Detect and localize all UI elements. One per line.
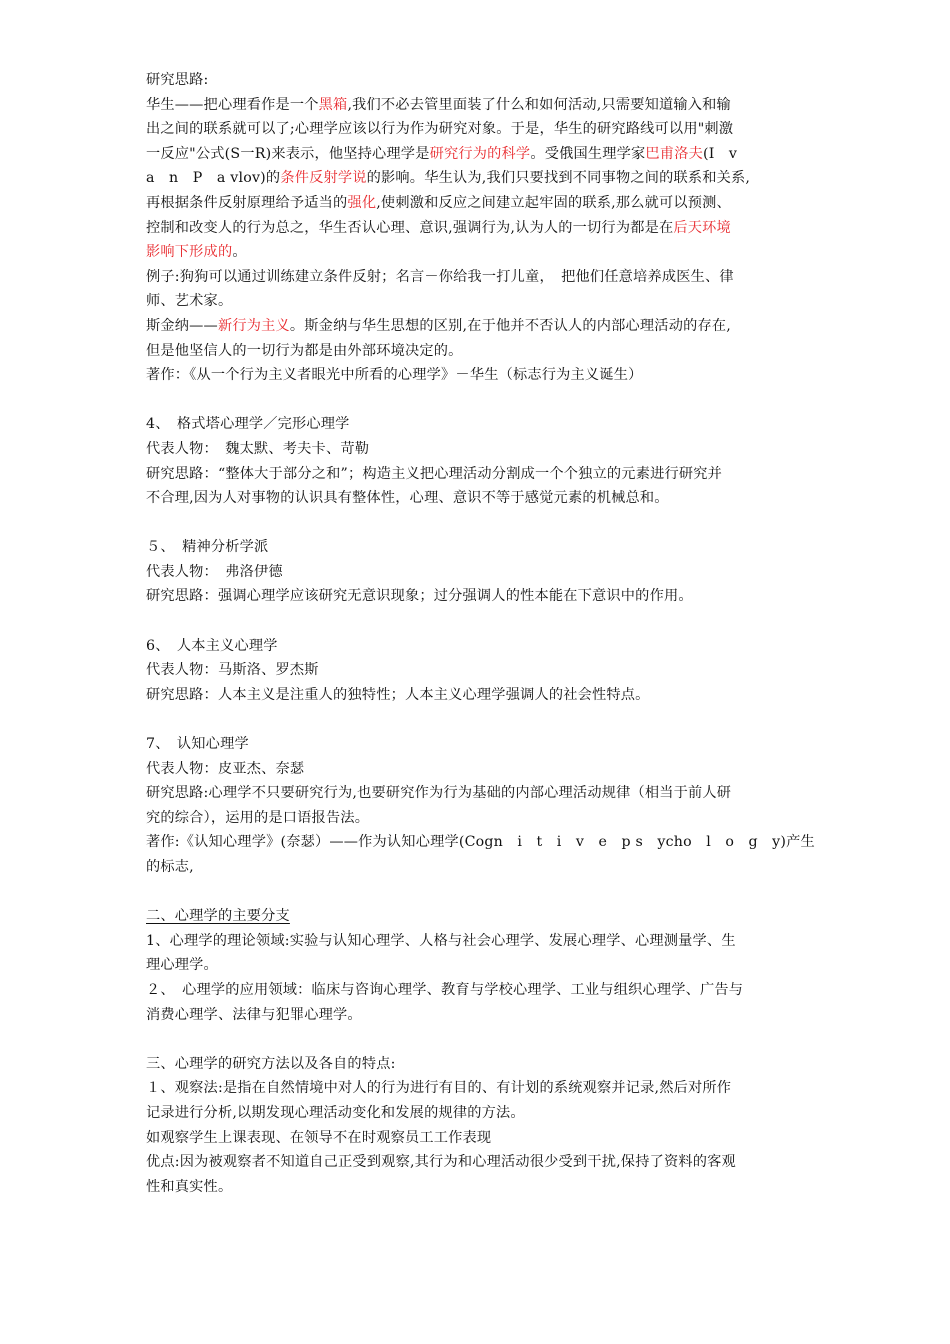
text-segment: 研究思路：人本主义是注重人的独特性；人本主义心理学强调人的社会性特点。 [146, 686, 650, 703]
text-segment: 1、心理学的理论领域:实验与认知心理学、人格与社会心理学、发展心理学、心理测量学、生 [146, 932, 736, 949]
text-line [146, 117, 818, 142]
text-line [146, 191, 818, 216]
text-segment: 的影响。华生认为,我们只要找到不同事物之间的联系和关系, [366, 170, 751, 187]
blank-line [146, 880, 818, 905]
text-line [146, 953, 818, 978]
highlighted-text: 后天环境 [673, 219, 731, 236]
text-segment: 一反应"公式(S一R)来表示，他坚持心理学是 [146, 145, 430, 162]
text-line [146, 683, 818, 708]
text-line [146, 216, 818, 241]
section-heading: 二、心理学的主要分支 [146, 908, 290, 925]
text-line [146, 240, 818, 265]
highlighted-text: 影响下形成的 [146, 244, 233, 261]
text-segment: 著作：《从一个行为主义者眼光中所看的心理学》－华生（标志行为主义诞生） [146, 367, 643, 384]
text-segment: 消费心理学、法律与犯罪心理学。 [146, 1006, 362, 1023]
highlighted-text: 强化 [347, 194, 377, 211]
text-segment: 记录进行分析,以期发现心理活动变化和发展的规律的方法。 [146, 1104, 525, 1121]
text-segment: 如观察学生上课表现、在领导不在时观察员工工作表现 [146, 1129, 492, 1146]
text-line [146, 1101, 818, 1126]
text-segment: 6、 人本主义心理学 [146, 637, 278, 654]
text-segment: 的标志, [146, 859, 194, 875]
highlighted-text: 研究行为的科学 [429, 145, 531, 162]
blank-line [146, 511, 818, 536]
text-line [146, 929, 818, 954]
text-segment: 7、 认知心理学 [146, 736, 249, 753]
text-line [146, 732, 818, 757]
text-line [146, 68, 818, 93]
text-line [146, 1003, 818, 1028]
text-line [146, 142, 818, 167]
text-segment: 著作:《认知心理学》(奈瑟）——作为认知心理学(Cogn i t i v e p s ycho l o g y)产生 [146, 834, 815, 851]
text-line [146, 584, 818, 609]
text-line [146, 1076, 818, 1101]
text-segment: 再根据条件反射原理给予适当的 [146, 194, 348, 211]
text-line [146, 535, 818, 560]
highlighted-text: 巴甫洛夫 [645, 145, 703, 162]
text-segment: 斯金纳—— [146, 317, 218, 334]
text-line [146, 781, 818, 806]
text-segment: ,我们不必去管里面装了什么和如何活动,只需要知道输入和输 [347, 96, 731, 113]
text-line [146, 658, 818, 683]
text-segment: 理心理学。 [146, 957, 218, 974]
text-line [146, 978, 818, 1003]
text-segment: ５、 精神分析学派 [146, 539, 269, 556]
highlighted-text: 黑箱 [318, 96, 348, 113]
text-segment: 出之间的联系就可以了;心理学应该以行为作为研究对象。于是，华生的研究路线可以用"刺激 [146, 121, 734, 138]
text-segment: 。 [232, 244, 247, 261]
highlighted-text: 新行为主义 [217, 317, 290, 334]
text-line [146, 806, 818, 831]
text-segment: 研究思路：强调心理学应该研究无意识现象；过分强调人的性本能在下意识中的作用。 [146, 588, 693, 605]
text-line [146, 486, 818, 511]
text-line [146, 904, 818, 929]
text-line [146, 560, 818, 585]
text-segment: 研究思路: [146, 72, 209, 88]
text-segment: 研究思路：“整体大于部分之和”；构造主义把心理活动分割成一个个独立的元素进行研究并 [146, 465, 723, 482]
blank-line [146, 1027, 818, 1052]
text-line [146, 437, 818, 462]
text-segment: 不合理,因为人对事物的认识具有整体性，心理、意识不等于感觉元素的机械总和。 [146, 490, 669, 507]
text-line [146, 462, 818, 487]
text-line [146, 289, 818, 314]
text-segment: 研究思路:心理学不只要研究行为,也要研究作为行为基础的内部心理活动规律（相当于前人研 [146, 785, 732, 802]
text-segment: (I v [702, 145, 738, 162]
text-line [146, 166, 818, 191]
text-line [146, 314, 818, 339]
text-line [146, 855, 818, 880]
text-line [146, 265, 818, 290]
text-segment: １、观察法:是指在自然情境中对人的行为进行有目的、有计划的系统观察并记录,然后对所作 [146, 1080, 732, 1097]
document-body [146, 68, 818, 1199]
text-line [146, 757, 818, 782]
text-line [146, 830, 818, 855]
text-line [146, 339, 818, 364]
text-segment: 华生——把心理看作是一个 [146, 96, 319, 113]
text-line [146, 1175, 818, 1200]
text-segment: 性和真实性。 [146, 1178, 233, 1195]
text-line [146, 1052, 818, 1077]
text-line [146, 93, 818, 118]
text-segment: 例子:狗狗可以通过训练建立条件反射；名言－你给我一打儿童， 把他们任意培养成医生、律 [146, 268, 734, 285]
text-segment: 代表人物：马斯洛、罗杰斯 [146, 662, 319, 679]
highlighted-text: 条件反射学说 [280, 170, 367, 187]
text-segment: 代表人物： 魏太默、考夫卡、苛勒 [146, 440, 370, 457]
text-segment: 师、艺术家。 [146, 293, 233, 310]
text-segment: a n P a vlov)的 [146, 170, 281, 187]
text-line [146, 363, 818, 388]
text-segment: 代表人物： 弗洛伊德 [146, 563, 283, 580]
blank-line [146, 609, 818, 634]
text-segment: 代表人物：皮亚杰、奈瑟 [146, 760, 305, 777]
text-segment: 控制和改变人的行为总之，华生否认心理、意识,强调行为,认为人的一切行为都是在 [146, 219, 674, 236]
text-segment: 。斯金纳与华生思想的区别,在于他并不否认人的内部心理活动的存在, [289, 317, 731, 334]
blank-line [146, 707, 818, 732]
text-segment: ２、 心理学的应用领域：临床与咨询心理学、教育与学校心理学、工业与组织心理学、广告与 [146, 981, 744, 998]
text-line [146, 634, 818, 659]
text-segment: 但是他坚信人的一切行为都是由外部环境决定的。 [146, 342, 463, 359]
text-segment: 4、 格式塔心理学／完形心理学 [146, 416, 350, 433]
text-segment: ,使刺激和反应之间建立起牢固的联系,那么就可以预测、 [376, 194, 731, 211]
blank-line [146, 388, 818, 413]
text-line [146, 1150, 818, 1175]
text-segment: 优点:因为被观察者不知道自己正受到观察,其行为和心理活动很少受到干扰,保持了资料的客观 [146, 1154, 736, 1171]
text-line [146, 412, 818, 437]
text-segment: 三、心理学的研究方法以及各自的特点: [146, 1055, 396, 1072]
text-segment: 。受俄国生理学家 [530, 145, 646, 162]
text-segment: 究的综合），运用的是口语报告法。 [146, 809, 370, 826]
text-line [146, 1126, 818, 1151]
